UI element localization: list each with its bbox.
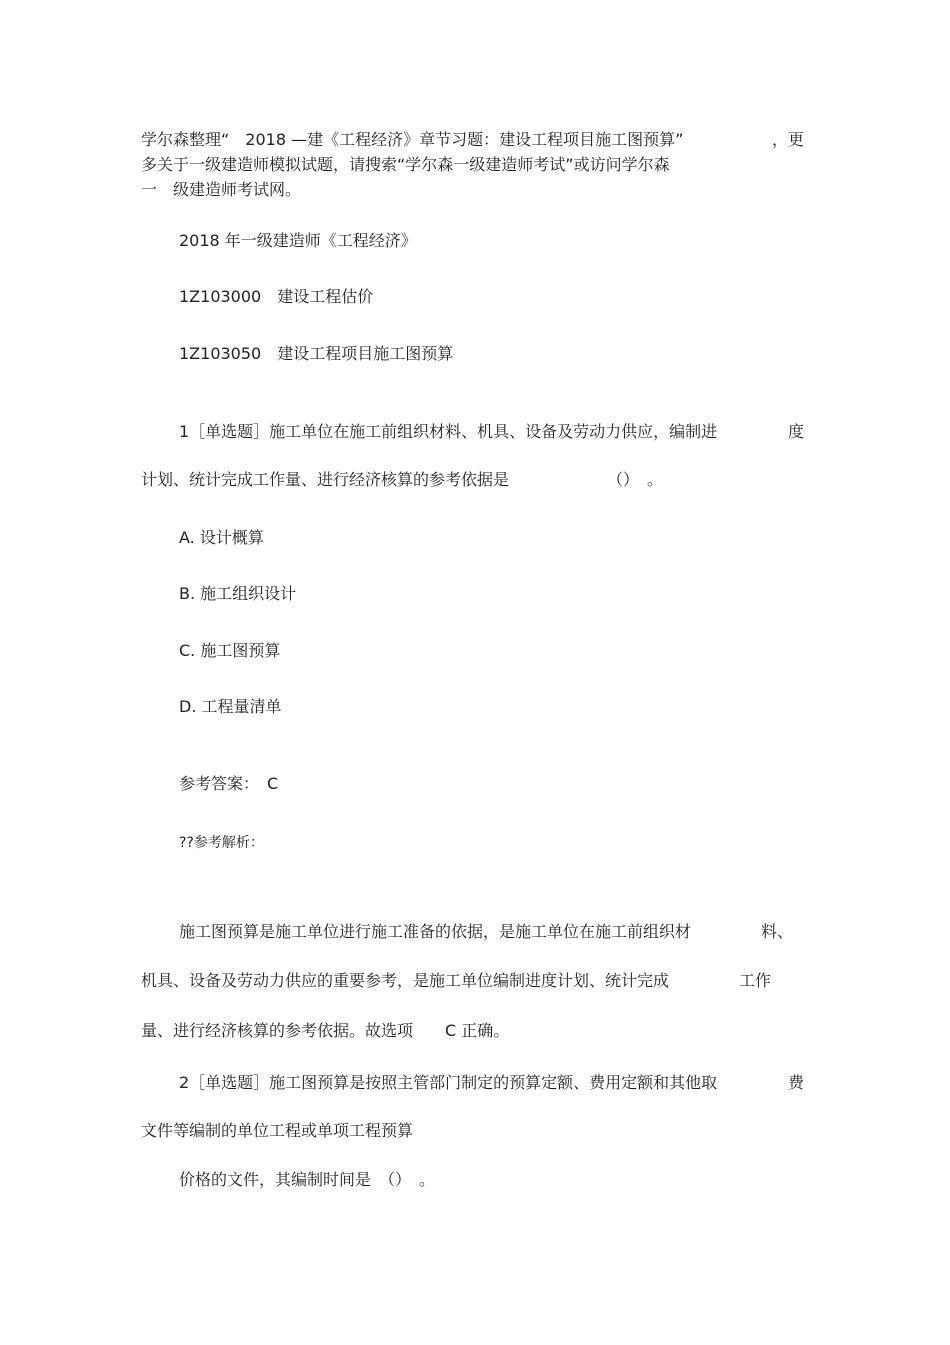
chapter-heading: 1Z103000 建设工程估价	[179, 287, 374, 306]
q1-blank: （） 。	[607, 470, 664, 489]
intro-line-2: 多关于一级建造师模拟试题，请搜索“学尔森一级建造师考试”或访问学尔森	[141, 155, 670, 174]
q1-analysis-label: ??参考解析：	[179, 835, 264, 851]
intro-line-1: 学尔森整理“ 2018 —建《工程经济》章节习题：建设工程项目施工图预算”	[141, 130, 684, 149]
q1-answer: 参考答案： C	[179, 774, 279, 793]
intro-line-1-end: ，更	[772, 130, 805, 149]
q1-stem-line-1-end: 度	[788, 422, 805, 441]
intro-line-3: 一 级建造师考试网。	[141, 180, 302, 199]
q1-option-d: D. 工程量清单	[179, 697, 282, 716]
q1-analysis-line-1: 施工图预算是施工单位进行施工准备的依据，是施工单位在施工前组织材	[179, 922, 692, 941]
q1-analysis-line-2: 机具、设备及劳动力供应的重要参考，是施工单位编制进度计划、统计完成	[141, 971, 670, 990]
q1-analysis-line-1-end: 料、	[761, 922, 794, 941]
q2-stem-line-1: 2［单选题］施工图预算是按照主管部门制定的预算定额、费用定额和其他取	[179, 1073, 718, 1092]
book-title: 2018 年一级建造师《工程经济》	[179, 231, 417, 250]
q1-option-c: C. 施工图预算	[179, 641, 281, 660]
q1-option-a: A. 设计概算	[179, 528, 264, 547]
q2-stem-line-3: 价格的文件，其编制时间是 （） 。	[179, 1170, 436, 1189]
q1-stem-line-2: 计划、统计完成工作量、进行经济核算的参考依据是	[141, 470, 510, 489]
section-heading: 1Z103050 建设工程项目施工图预算	[179, 344, 454, 363]
q1-analysis-line-3: 量、进行经济核算的参考依据。故选项 C 正确。	[141, 1021, 510, 1040]
q2-stem-line-1-end: 费	[788, 1073, 805, 1092]
q1-stem-line-1: 1［单选题］施工单位在施工前组织材料、机具、设备及劳动力供应，编制进	[179, 422, 718, 441]
q1-option-b: B. 施工组织设计	[179, 584, 297, 603]
q2-stem-line-2: 文件等编制的单位工程或单项工程预算	[141, 1121, 414, 1140]
q1-analysis-line-2-end: 工作	[739, 971, 772, 990]
